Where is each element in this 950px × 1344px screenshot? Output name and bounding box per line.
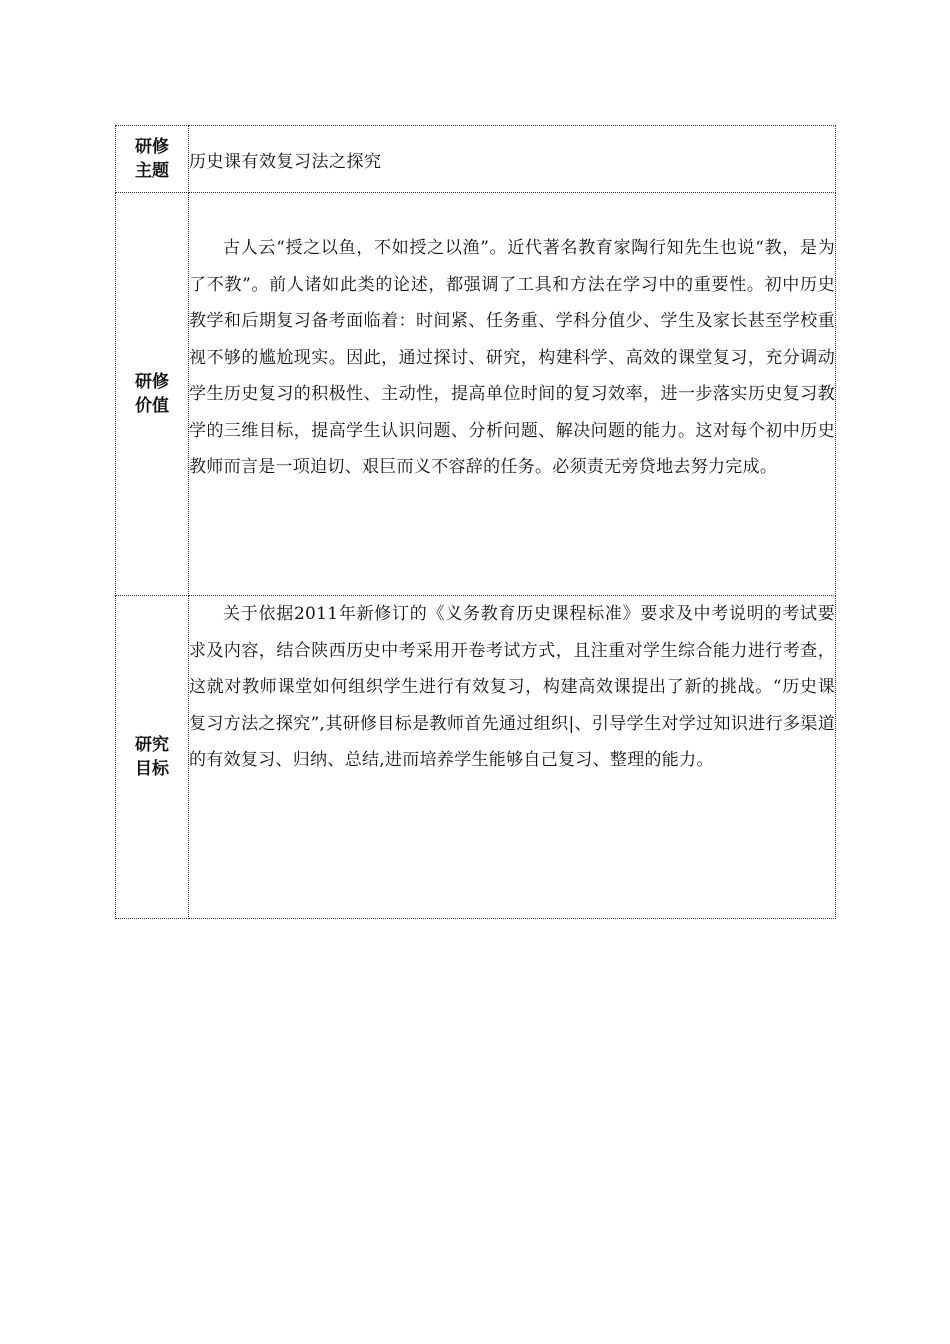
goal-label-line1: 研究 [135,735,169,755]
goal-content-cell [189,596,836,919]
topic-label-cell [116,126,189,193]
value-label-line2: 价值 [135,396,169,416]
topic-label-line2: 主题 [135,161,169,181]
research-form-table [115,125,836,919]
topic-row [116,126,836,193]
value-label-line1: 研修 [135,372,169,392]
topic-text: 历史课有效复习法之探究 [189,151,382,172]
value-row [116,193,836,596]
goal-label-cell [116,596,189,919]
goal-row [116,596,836,919]
goal-label-line2: 目标 [135,759,169,779]
topic-label-line1: 研修 [135,137,169,157]
value-label-cell [116,193,189,596]
topic-content-cell [189,126,836,193]
value-paragraph: 古人云“授之以鱼，不如授之以渔”。近代著名教育家陶行知先生也说“教，是为了不教”。前人诸如此类的论述，都强调了工具和方法在学习中的重要性。初中历史教学和后期复习备考面临着：时间紧、任务重、学科分值少、学生及家长甚至学校重视不够的尴尬现实。因此，通过探讨、研究，构建科学、高效的课堂复习，充分调动学生历史复习的积极性、主动性，提高单位时间的复习效率，进一步落实历史复习教学的三维目标，提高学生认识问题、分析问题、解决问题的能力。这对每个初中历史教师而言是一项迫切、艰巨而义不容辞的任务。必须责无旁贷地去努力完成。 [189,238,835,477]
goal-paragraph: 关于依据2011年新修订的《义务教育历史课程标准》要求及中考说明的考试要求及内容，结合陕西历史中考采用开卷考试方式，且注重对学生综合能力进行考查，这就对教师课堂如何组织学生进行有效复习，构建高效课提出了新的挑战。“历史课复习方法之探究”,其研修目标是教师首先通过组织|、引导学生对学过知识进行多渠道的有效复习、归纳、总结,进而培养学生能够自己复习、整理的能力。 [189,604,835,770]
value-content-cell [189,193,836,596]
